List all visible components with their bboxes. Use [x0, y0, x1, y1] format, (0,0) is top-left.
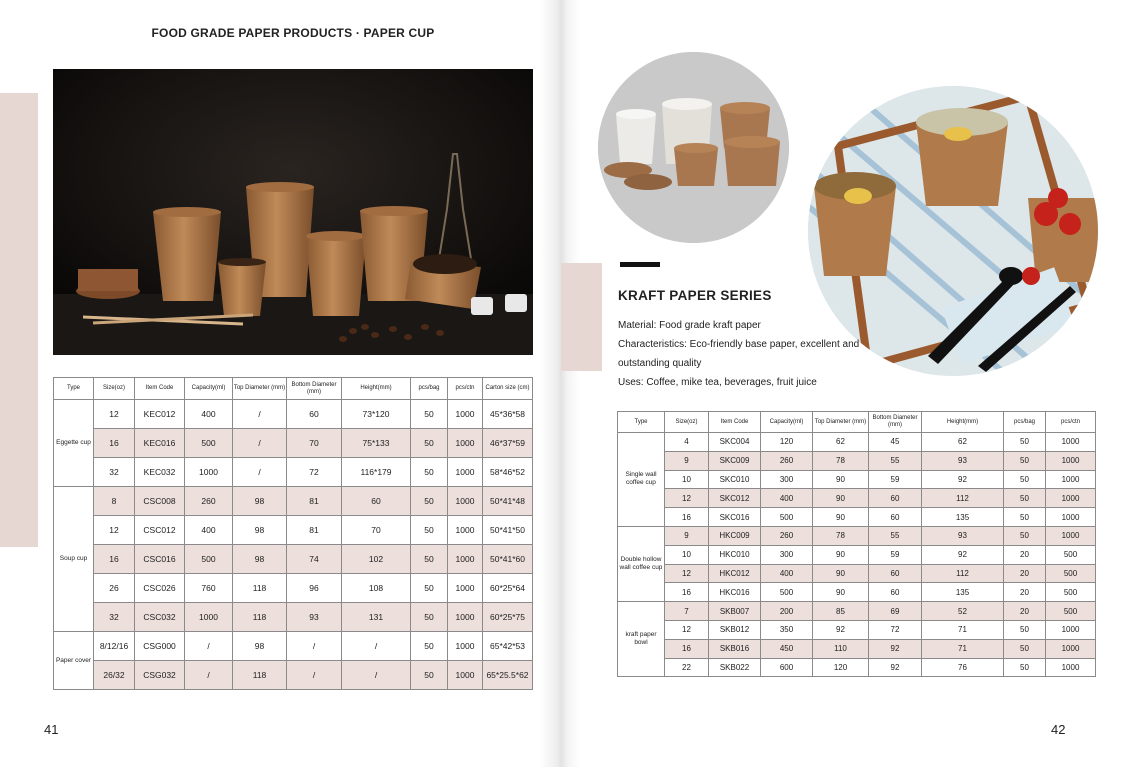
- table-cell: 350: [761, 620, 813, 639]
- table-cell: 12: [665, 620, 709, 639]
- table-cell: /: [342, 661, 411, 690]
- table-cell: 50*41*60: [483, 545, 533, 574]
- table-row: [54, 400, 533, 429]
- table-cell: 85: [813, 602, 869, 621]
- table-cell: SKC009: [709, 451, 761, 470]
- table-cell: 58*46*52: [483, 458, 533, 487]
- table-cell: CSC026: [135, 574, 185, 603]
- table-cell: 55: [869, 526, 922, 545]
- table-cell: 1000: [185, 603, 233, 632]
- table-cell: 1000: [1046, 489, 1096, 508]
- table-cell: 98: [233, 632, 287, 661]
- table-cell: 1000: [1046, 526, 1096, 545]
- table-cell: 400: [761, 489, 813, 508]
- table-cell: KEC012: [135, 400, 185, 429]
- table-cell: /: [287, 632, 342, 661]
- table-cell: CSC032: [135, 603, 185, 632]
- table-cell: 55: [869, 451, 922, 470]
- table-cell: 260: [761, 526, 813, 545]
- table-cell: SKC004: [709, 433, 761, 452]
- table-cell: 98: [233, 516, 287, 545]
- table-cell: 50: [1004, 508, 1046, 527]
- page-number: 42: [1051, 722, 1066, 737]
- table-row: [618, 526, 1096, 545]
- table-cell: 60*25*75: [483, 603, 533, 632]
- table-cell: /: [233, 400, 287, 429]
- table-cell: 500: [185, 429, 233, 458]
- table-cell: 50: [411, 603, 448, 632]
- left-accent-block: [0, 93, 38, 547]
- table-cell: 1000: [1046, 470, 1096, 489]
- table-cell: CSC008: [135, 487, 185, 516]
- table-cell: 1000: [448, 603, 483, 632]
- table-cell: 118: [233, 661, 287, 690]
- table-cell: SKC010: [709, 470, 761, 489]
- table-cell: CSC012: [135, 516, 185, 545]
- right-accent-block: [561, 263, 602, 371]
- table-row: [54, 516, 533, 545]
- page-number: 41: [44, 722, 59, 737]
- table-cell: 76: [922, 658, 1004, 677]
- table-cell: 45: [869, 433, 922, 452]
- table-row: [618, 489, 1096, 508]
- table-cell: 1000: [1046, 639, 1096, 658]
- type-cell: Paper cover: [54, 632, 94, 690]
- type-cell: Eggette cup: [54, 400, 94, 487]
- table-cell: 1000: [448, 632, 483, 661]
- column-header: Carton size (cm): [483, 378, 533, 400]
- type-cell: Single wall coffee cup: [618, 433, 665, 527]
- table-row: [618, 620, 1096, 639]
- table-cell: 50: [411, 400, 448, 429]
- table-cell: 50: [1004, 489, 1046, 508]
- column-header: Bottom Diameter (mm): [287, 378, 342, 400]
- table-cell: /: [342, 632, 411, 661]
- table-cell: 26/32: [94, 661, 135, 690]
- table-cell: 26: [94, 574, 135, 603]
- table-cell: 500: [761, 508, 813, 527]
- table-cell: 8: [94, 487, 135, 516]
- table-cell: 60*25*64: [483, 574, 533, 603]
- table-row: [54, 661, 533, 690]
- table-cell: 50: [411, 661, 448, 690]
- table-cell: 16: [94, 545, 135, 574]
- table-cell: 92: [869, 639, 922, 658]
- table-row: [54, 603, 533, 632]
- table-cell: 20: [1004, 545, 1046, 564]
- table-cell: SKC016: [709, 508, 761, 527]
- table-cell: 50: [411, 574, 448, 603]
- table-cell: 78: [813, 451, 869, 470]
- table-cell: 108: [342, 574, 411, 603]
- table-row: [618, 545, 1096, 564]
- table-cell: 70: [342, 516, 411, 545]
- table-cell: HKC016: [709, 583, 761, 602]
- table-cell: 450: [761, 639, 813, 658]
- table-cell: /: [233, 429, 287, 458]
- table-cell: 75*133: [342, 429, 411, 458]
- table-cell: 1000: [448, 574, 483, 603]
- table-cell: 22: [665, 658, 709, 677]
- table-cell: 65*42*53: [483, 632, 533, 661]
- table-cell: SKB007: [709, 602, 761, 621]
- table-cell: 90: [813, 470, 869, 489]
- table-cell: 50: [1004, 620, 1046, 639]
- table-cell: HKC012: [709, 564, 761, 583]
- table-cell: 7: [665, 602, 709, 621]
- table-cell: 50: [1004, 658, 1046, 677]
- table-cell: 102: [342, 545, 411, 574]
- table-cell: 500: [1046, 545, 1096, 564]
- table-cell: 500: [1046, 583, 1096, 602]
- table-cell: 112: [922, 489, 1004, 508]
- table-cell: 10: [665, 470, 709, 489]
- table-cell: 112: [922, 564, 1004, 583]
- table-cell: 59: [869, 545, 922, 564]
- table-cell: /: [287, 661, 342, 690]
- table-cell: 500: [185, 545, 233, 574]
- table-cell: SKC012: [709, 489, 761, 508]
- table-cell: KEC016: [135, 429, 185, 458]
- table-cell: 32: [94, 458, 135, 487]
- table-cell: 69: [869, 602, 922, 621]
- column-header: Size(oz): [665, 412, 709, 433]
- table-cell: 90: [813, 489, 869, 508]
- table-cell: 92: [922, 545, 1004, 564]
- table-cell: 12: [94, 516, 135, 545]
- table-cell: 96: [287, 574, 342, 603]
- column-header: Type: [618, 412, 665, 433]
- table-row: [54, 545, 533, 574]
- table-cell: 50: [411, 632, 448, 661]
- page-title: FOOD GRADE PAPER PRODUCTS · PAPER CUP: [151, 26, 435, 40]
- table-cell: 1000: [448, 487, 483, 516]
- table-cell: 32: [94, 603, 135, 632]
- table-row: [618, 639, 1096, 658]
- table-row: [54, 458, 533, 487]
- table-cell: 1000: [448, 400, 483, 429]
- table-header-row: [54, 378, 533, 400]
- kraft-containers-photo: [598, 52, 789, 243]
- table-row: [54, 632, 533, 661]
- table-cell: 46*37*59: [483, 429, 533, 458]
- table-cell: SKB022: [709, 658, 761, 677]
- table-row: [618, 470, 1096, 489]
- table-row: [618, 583, 1096, 602]
- kraft-series-spec-table: [617, 411, 1096, 677]
- table-cell: 59: [869, 470, 922, 489]
- table-cell: 71: [922, 639, 1004, 658]
- table-cell: 12: [94, 400, 135, 429]
- table-cell: 90: [813, 564, 869, 583]
- table-row: [54, 487, 533, 516]
- table-row: [618, 602, 1096, 621]
- table-cell: 110: [813, 639, 869, 658]
- table-cell: 300: [761, 470, 813, 489]
- table-cell: 8/12/16: [94, 632, 135, 661]
- table-cell: 74: [287, 545, 342, 574]
- paper-cups-photo: [53, 69, 533, 355]
- table-cell: 50: [411, 458, 448, 487]
- table-cell: 120: [761, 433, 813, 452]
- table-cell: 1000: [1046, 433, 1096, 452]
- table-cell: 50*41*48: [483, 487, 533, 516]
- table-cell: 16: [665, 508, 709, 527]
- description-line: Characteristics: Eco-friendly base paper, excellent and: [618, 339, 860, 350]
- column-header: Top Diameter (mm): [813, 412, 869, 433]
- table-row: [618, 564, 1096, 583]
- table-cell: 20: [1004, 564, 1046, 583]
- table-cell: 16: [665, 639, 709, 658]
- section-title-bar: [620, 262, 660, 267]
- table-cell: 60: [287, 400, 342, 429]
- table-row: [618, 433, 1096, 452]
- table-cell: 400: [761, 564, 813, 583]
- description-line: Material: Food grade kraft paper: [618, 320, 761, 331]
- column-header: Top Diameter (mm): [233, 378, 287, 400]
- column-header: Bottom Diameter (mm): [869, 412, 922, 433]
- table-cell: 300: [761, 545, 813, 564]
- table-cell: 92: [922, 470, 1004, 489]
- table-row: [618, 508, 1096, 527]
- table-cell: 92: [813, 620, 869, 639]
- table-cell: 16: [94, 429, 135, 458]
- table-row: [618, 658, 1096, 677]
- table-cell: 92: [869, 658, 922, 677]
- table-cell: 400: [185, 516, 233, 545]
- table-cell: /: [185, 632, 233, 661]
- table-cell: 60: [869, 583, 922, 602]
- table-cell: 4: [665, 433, 709, 452]
- table-cell: 65*25.5*62: [483, 661, 533, 690]
- table-cell: 118: [233, 574, 287, 603]
- column-header: Type: [54, 378, 94, 400]
- table-cell: 50: [1004, 526, 1046, 545]
- table-cell: 62: [922, 433, 1004, 452]
- table-cell: 1000: [448, 516, 483, 545]
- description-line: outstanding quality: [618, 358, 702, 369]
- table-cell: 50: [411, 429, 448, 458]
- table-cell: 120: [813, 658, 869, 677]
- column-header: Item Code: [135, 378, 185, 400]
- table-cell: 12: [665, 564, 709, 583]
- table-row: [54, 429, 533, 458]
- table-header-row: [618, 412, 1096, 433]
- table-cell: HKC009: [709, 526, 761, 545]
- table-cell: 78: [813, 526, 869, 545]
- book-gutter: [540, 0, 580, 767]
- table-cell: 400: [185, 400, 233, 429]
- table-cell: 50: [411, 516, 448, 545]
- table-cell: 93: [922, 451, 1004, 470]
- table-row: [618, 451, 1096, 470]
- table-cell: 90: [813, 508, 869, 527]
- column-header: pcs/bag: [1004, 412, 1046, 433]
- table-cell: 20: [1004, 583, 1046, 602]
- table-cell: 16: [665, 583, 709, 602]
- table-cell: 760: [185, 574, 233, 603]
- table-cell: 98: [233, 487, 287, 516]
- table-cell: 93: [287, 603, 342, 632]
- table-cell: CSC016: [135, 545, 185, 574]
- table-cell: 1000: [1046, 451, 1096, 470]
- table-cell: /: [233, 458, 287, 487]
- table-cell: 50: [1004, 470, 1046, 489]
- table-cell: 1000: [1046, 658, 1096, 677]
- table-cell: 500: [1046, 602, 1096, 621]
- table-cell: 70: [287, 429, 342, 458]
- table-cell: 500: [761, 583, 813, 602]
- table-cell: 60: [869, 564, 922, 583]
- paper-cup-spec-table: [53, 377, 533, 690]
- column-header: pcs/bag: [411, 378, 448, 400]
- table-cell: 50: [1004, 639, 1046, 658]
- table-cell: 1000: [1046, 508, 1096, 527]
- column-header: pcs/ctn: [448, 378, 483, 400]
- table-cell: 60: [342, 487, 411, 516]
- table-cell: 73*120: [342, 400, 411, 429]
- column-header: Size(oz): [94, 378, 135, 400]
- description-line: Uses: Coffee, mike tea, beverages, fruit juice: [618, 377, 817, 388]
- column-header: Capacity(ml): [185, 378, 233, 400]
- table-cell: 118: [233, 603, 287, 632]
- series-title: KRAFT PAPER SERIES: [618, 288, 772, 303]
- table-cell: 600: [761, 658, 813, 677]
- table-cell: CSG000: [135, 632, 185, 661]
- product-description: [618, 316, 868, 392]
- table-cell: 50: [411, 545, 448, 574]
- column-header: Height(mm): [342, 378, 411, 400]
- table-cell: 1000: [448, 545, 483, 574]
- table-cell: 9: [665, 526, 709, 545]
- column-header: Height(mm): [922, 412, 1004, 433]
- table-cell: 81: [287, 516, 342, 545]
- table-cell: HKC010: [709, 545, 761, 564]
- type-cell: Double hollow wall coffee cup: [618, 526, 665, 601]
- table-cell: 50: [411, 487, 448, 516]
- column-header: pcs/ctn: [1046, 412, 1096, 433]
- table-cell: 90: [813, 545, 869, 564]
- table-cell: /: [185, 661, 233, 690]
- table-cell: 131: [342, 603, 411, 632]
- table-cell: 60: [869, 489, 922, 508]
- table-cell: KEC032: [135, 458, 185, 487]
- column-header: Item Code: [709, 412, 761, 433]
- table-cell: 10: [665, 545, 709, 564]
- table-cell: 45*36*58: [483, 400, 533, 429]
- table-cell: 1000: [1046, 620, 1096, 639]
- type-cell: kraft paper bowl: [618, 602, 665, 677]
- table-cell: 81: [287, 487, 342, 516]
- table-cell: 135: [922, 583, 1004, 602]
- table-cell: 200: [761, 602, 813, 621]
- table-cell: 260: [761, 451, 813, 470]
- table-cell: 50: [1004, 451, 1046, 470]
- table-cell: 72: [287, 458, 342, 487]
- table-cell: 62: [813, 433, 869, 452]
- table-cell: 1000: [185, 458, 233, 487]
- table-cell: 71: [922, 620, 1004, 639]
- table-cell: 1000: [448, 458, 483, 487]
- table-cell: 52: [922, 602, 1004, 621]
- table-cell: 12: [665, 489, 709, 508]
- table-cell: 93: [922, 526, 1004, 545]
- table-cell: CSG032: [135, 661, 185, 690]
- table-cell: 1000: [448, 661, 483, 690]
- table-cell: 260: [185, 487, 233, 516]
- table-cell: 50: [1004, 433, 1046, 452]
- table-cell: 60: [869, 508, 922, 527]
- table-row: [54, 574, 533, 603]
- table-cell: 135: [922, 508, 1004, 527]
- table-cell: SKB016: [709, 639, 761, 658]
- table-cell: 9: [665, 451, 709, 470]
- table-cell: 90: [813, 583, 869, 602]
- table-cell: 50*41*50: [483, 516, 533, 545]
- table-cell: 1000: [448, 429, 483, 458]
- table-cell: 116*179: [342, 458, 411, 487]
- column-header: Capacity(ml): [761, 412, 813, 433]
- table-cell: 72: [869, 620, 922, 639]
- table-cell: 98: [233, 545, 287, 574]
- table-cell: 500: [1046, 564, 1096, 583]
- table-cell: SKB012: [709, 620, 761, 639]
- type-cell: Soup cup: [54, 487, 94, 632]
- table-cell: 20: [1004, 602, 1046, 621]
